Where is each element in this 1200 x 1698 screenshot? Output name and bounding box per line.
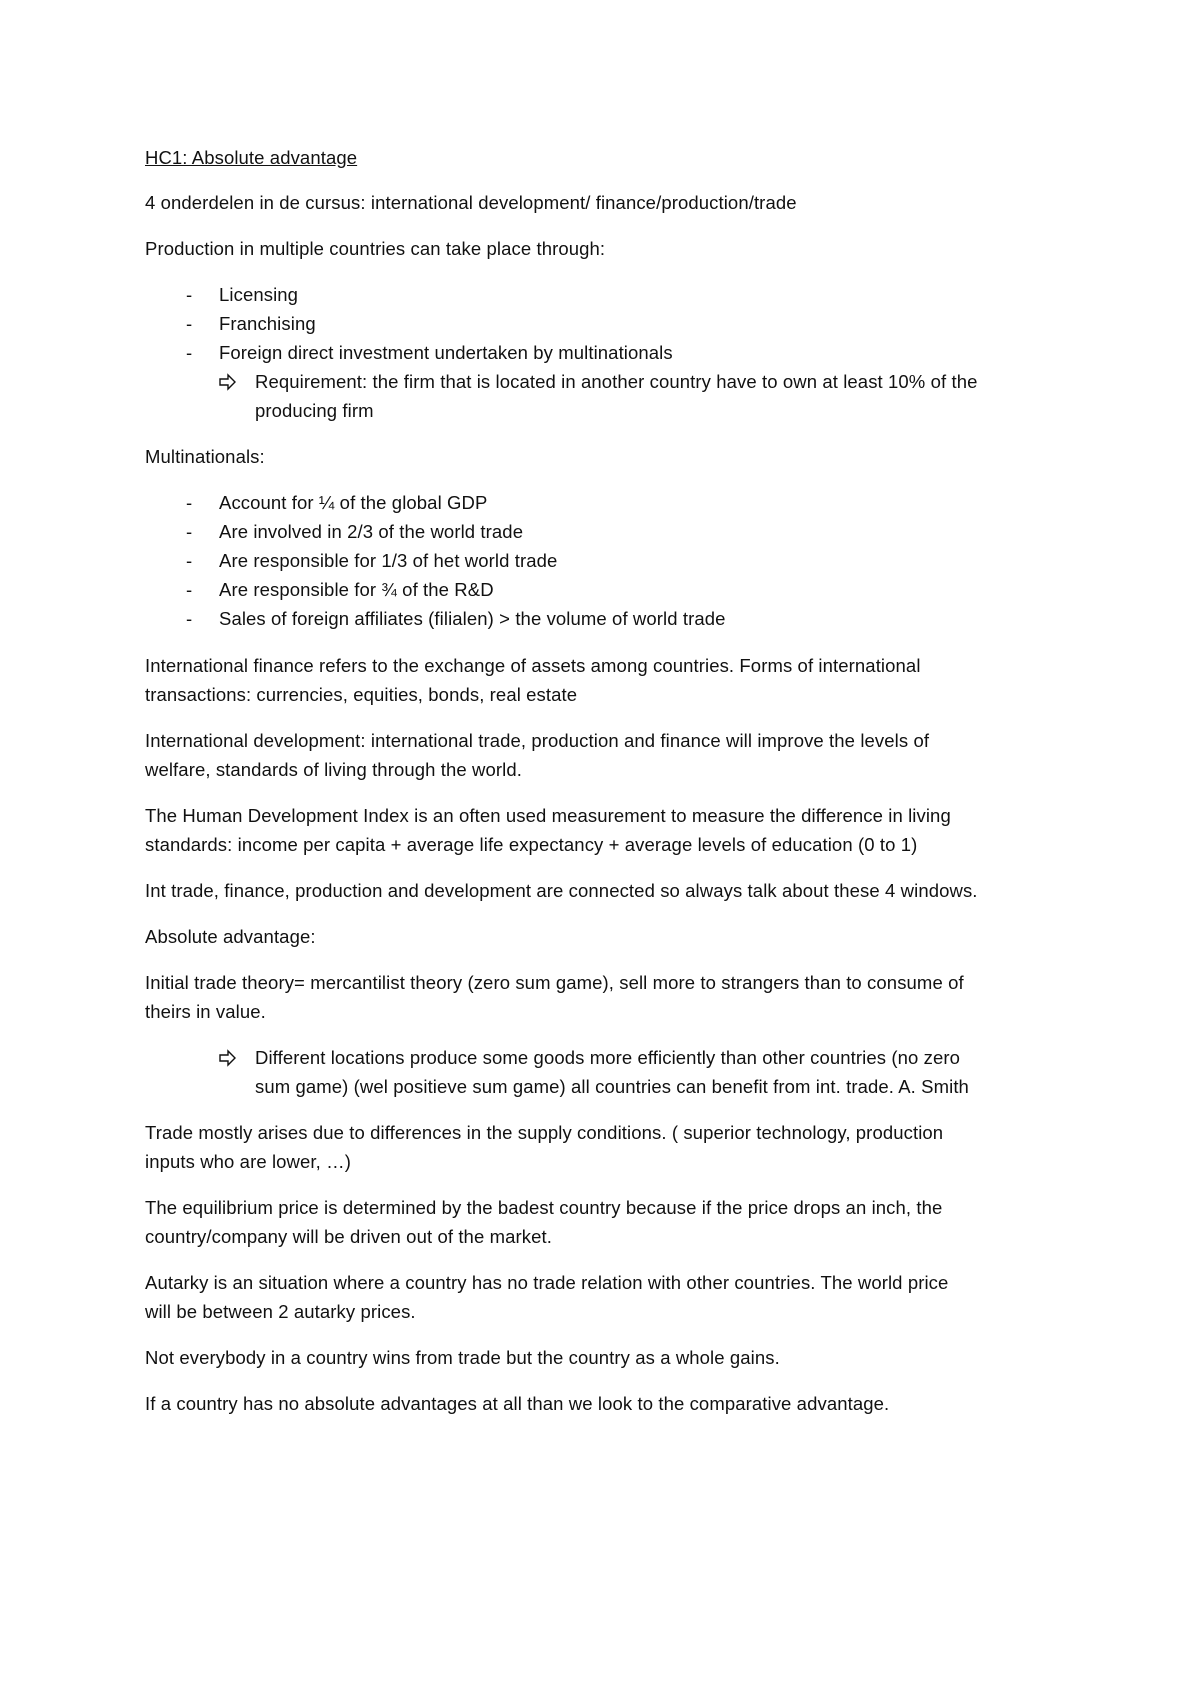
list-item: Foreign direct investment undertaken by multinationals <box>219 342 673 363</box>
finance-paragraph: International finance refers to the exchange of assets among countries. Forms of international <box>145 655 921 676</box>
requirement-line: Requirement: the firm that is located in another country have to own at least 10% of the <box>255 371 978 392</box>
list-dash: - <box>186 550 193 571</box>
not-everybody-paragraph: Not everybody in a country wins from trade but the country as a whole gains. <box>145 1347 780 1368</box>
equilibrium-paragraph: country/company will be driven out of the market. <box>145 1226 552 1247</box>
supply-paragraph: Trade mostly arises due to differences in the supply conditions. ( superior technology, production <box>145 1122 944 1143</box>
requirement-line: producing firm <box>255 400 374 421</box>
autarky-paragraph: will be between 2 autarky prices. <box>145 1301 416 1322</box>
hdi-paragraph: The Human Development Index is an often used measurement to measure the difference in living <box>145 805 951 826</box>
list-dash: - <box>186 521 193 542</box>
autarky-paragraph: Autarky is an situation where a country has no trade relation with other countries. The world price <box>145 1272 949 1293</box>
list-dash: - <box>186 608 193 629</box>
equilibrium-paragraph: The equilibrium price is determined by the badest country because if the price drops an inch, the <box>145 1197 943 1218</box>
absolute-heading: Absolute advantage: <box>145 926 316 947</box>
page-title: HC1: Absolute advantage <box>145 147 358 168</box>
list-item: Sales of foreign affiliates (filialen) > the volume of world trade <box>219 608 726 629</box>
different-line: Different locations produce some goods more efficiently than other countries (no zero <box>255 1047 961 1068</box>
list-dash: - <box>186 284 193 305</box>
multinationals-heading: Multinationals: <box>145 446 265 467</box>
intro-paragraph: 4 onderdelen in de cursus: international development/ finance/production/trade <box>145 192 797 213</box>
list-dash: - <box>186 342 193 363</box>
list-item: Are responsible for ¾ of the R&D <box>219 579 494 600</box>
hdi-paragraph: standards: income per capita + average life expectancy + average levels of education (0 to 1) <box>145 834 918 855</box>
initial-paragraph: Initial trade theory= mercantilist theory (zero sum game), sell more to strangers than to consume of <box>145 972 964 993</box>
list-item: Are responsible for 1/3 of het world trade <box>219 550 558 571</box>
production-heading: Production in multiple countries can take place through: <box>145 238 606 259</box>
list-dash: - <box>186 492 193 513</box>
supply-paragraph: inputs who are lower, …) <box>145 1151 351 1172</box>
list-dash: - <box>186 313 193 334</box>
different-line: sum game) (wel positieve sum game) all countries can benefit from int. trade. A. Smith <box>255 1076 969 1097</box>
list-dash: - <box>186 579 193 600</box>
list-item: Franchising <box>219 313 316 334</box>
outlined-right-arrow-icon <box>218 370 238 394</box>
list-item: Licensing <box>219 284 299 305</box>
initial-paragraph: theirs in value. <box>145 1001 266 1022</box>
development-paragraph: International development: international trade, production and finance will improve the levels of <box>145 730 930 751</box>
outlined-right-arrow-icon <box>218 1046 238 1070</box>
connected-paragraph: Int trade, finance, production and development are connected so always talk about these 4 windows. <box>145 880 978 901</box>
development-paragraph: welfare, standards of living through the world. <box>145 759 522 780</box>
list-item: Are involved in 2/3 of the world trade <box>219 521 524 542</box>
finance-paragraph: transactions: currencies, equities, bonds, real estate <box>145 684 578 705</box>
list-item: Account for ¼ of the global GDP <box>219 492 488 513</box>
comparative-paragraph: If a country has no absolute advantages at all than we look to the comparative advantage. <box>145 1393 890 1414</box>
